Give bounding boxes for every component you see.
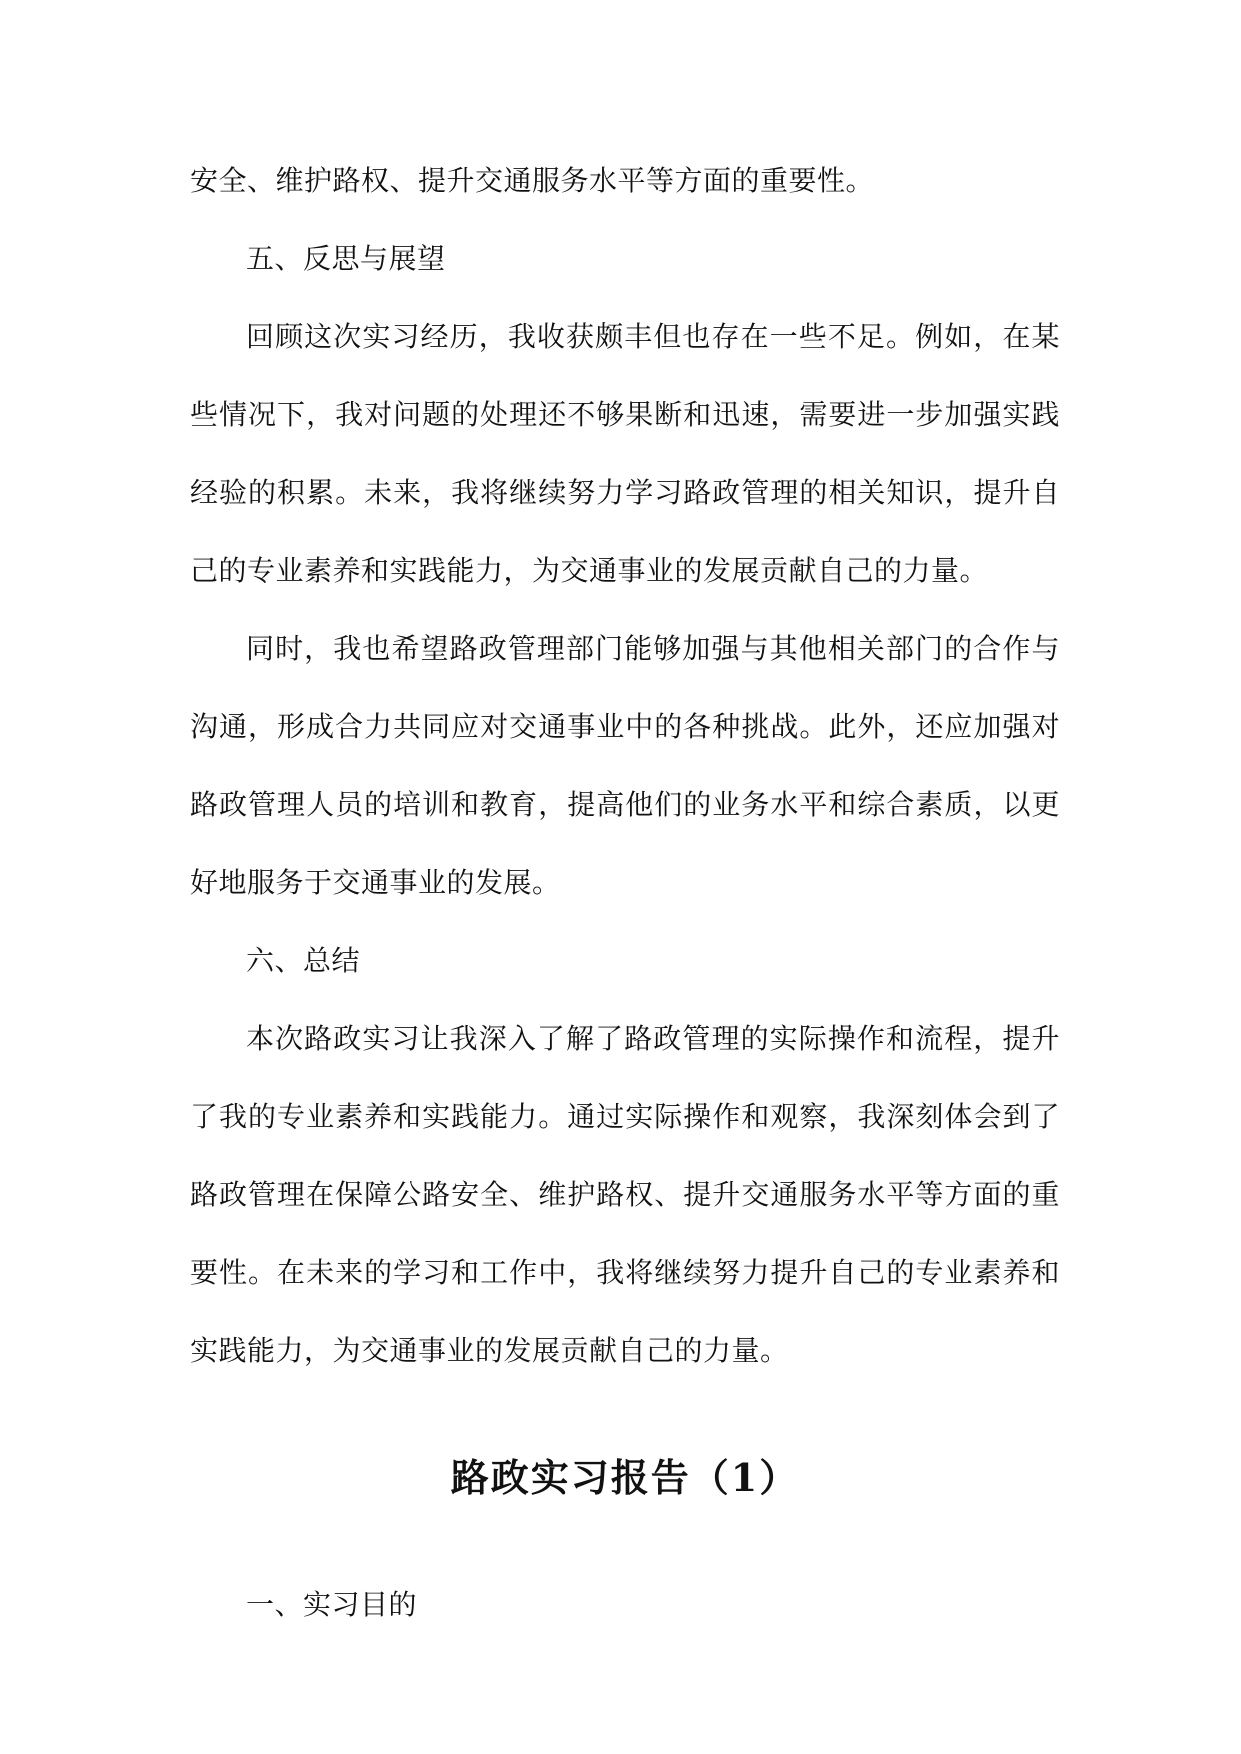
paragraph-reflection-1: 回顾这次实习经历，我收获颇丰但也存在一些不足。例如，在某些情况下，我对问题的处理还不够果断和迅速，需要进一步加强实践经验的积累。未来，我将继续努力学习路政管理的相关知识，提升自己的专业素养和实践能力，为交通事业的发展贡献自己的力量。 <box>190 320 1060 587</box>
section-heading-reflection: 五、反思与展望 <box>246 242 446 275</box>
document-body <box>190 142 1060 1644</box>
report-title-block <box>190 1448 1060 1508</box>
section-heading-summary: 六、总结 <box>246 944 361 977</box>
paragraph-reflection-2: 同时，我也希望路政管理部门能够加强与其他相关部门的合作与沟通，形成合力共同应对交通事业中的各种挑战。此外，还应加强对路政管理人员的培训和教育，提高他们的业务水平和综合素质，以更好地服务于交通事业的发展。 <box>190 632 1060 899</box>
report-title: 路政实习报告（1） <box>450 1455 800 1500</box>
paragraph-summary: 本次路政实习让我深入了解了路政管理的实际操作和流程，提升了我的专业素养和实践能力。通过实际操作和观察，我深刻体会到了路政管理在保障公路安全、维护路权、提升交通服务水平等方面的重要性。在未来的学习和工作中，我将继续努力提升自己的专业素养和实践能力，为交通事业的发展贡献自己的力量。 <box>190 1022 1060 1367</box>
section-heading-purpose: 一、实习目的 <box>246 1588 418 1621</box>
paragraph-continuation: 安全、维护路权、提升交通服务水平等方面的重要性。 <box>190 164 875 197</box>
